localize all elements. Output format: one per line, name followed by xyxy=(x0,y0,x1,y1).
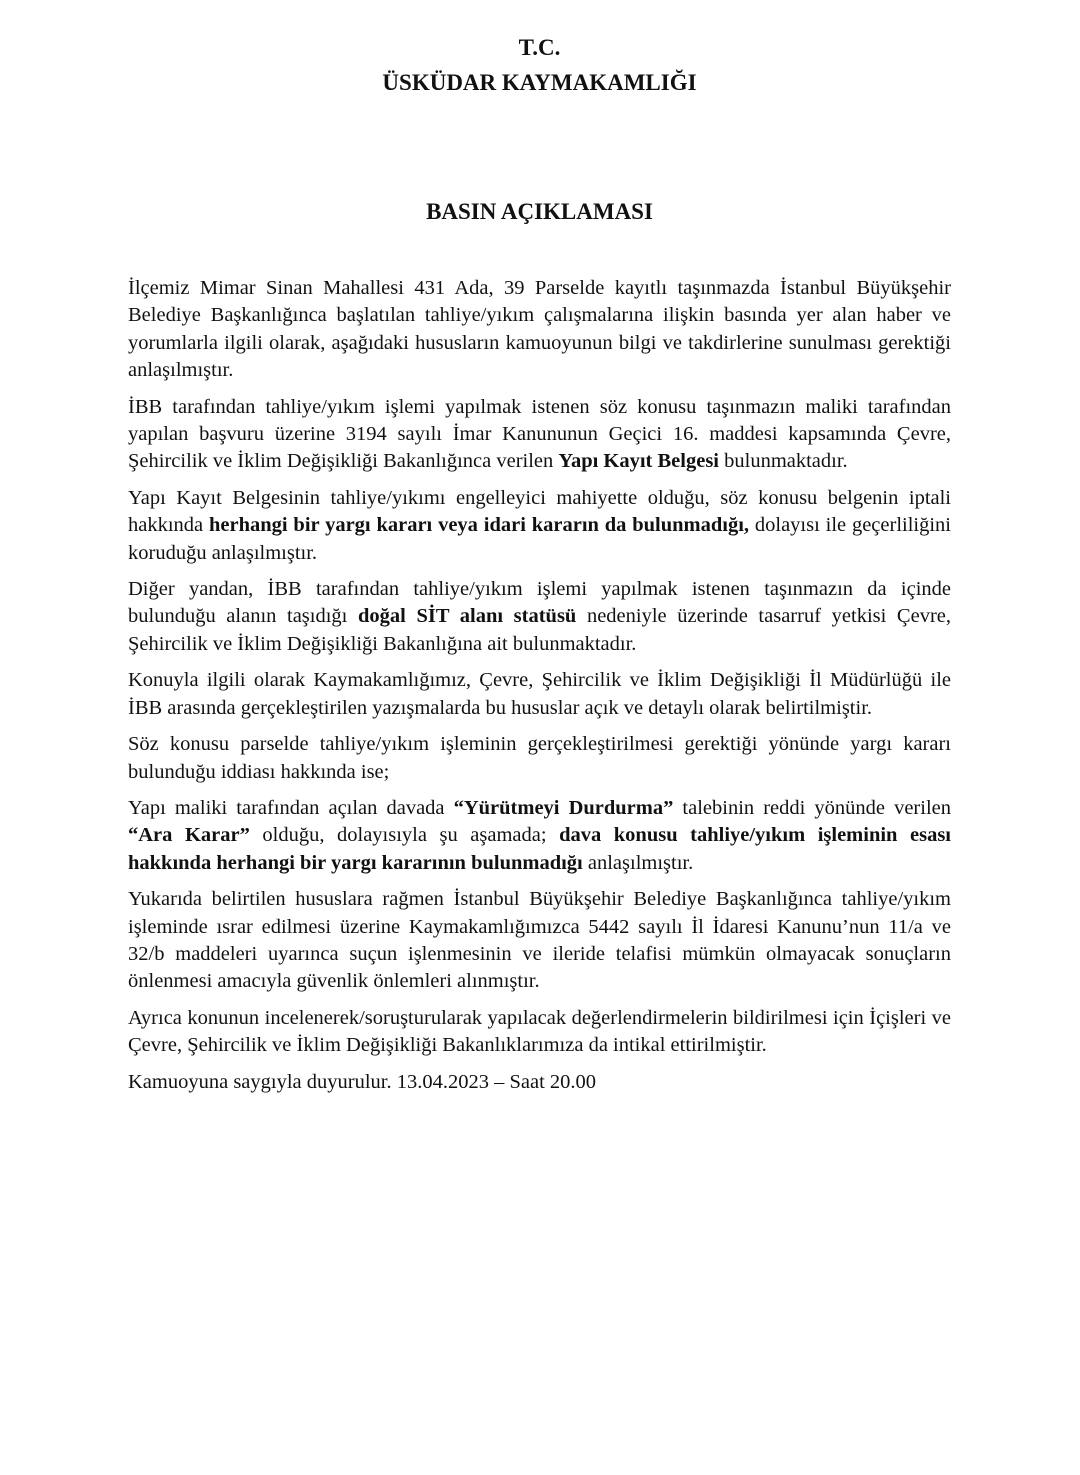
header-republic-abbrev: T.C. xyxy=(518,35,561,60)
paragraph-text: Yukarıda belirtilen hususlara rağmen İstanbul Büyükşehir Belediye Başkanlığınca tahliye/yıkım işleminde ısrar edilmesi üzerine Kaymakamlığımızca 5442 sayılı İl İdaresi Kanunu’nun 11/a ve 32/b maddeleri uyarınca suçun işlenmesinin ve ileride telafisi mümkün olmayacak sonuçların önlenmesi amacıyla güvenlik önlemleri alınmıştır. xyxy=(128,888,951,993)
paragraph-text: anlaşılmıştır. xyxy=(582,851,694,874)
paragraph-text: nedeniyle üzerinde tasarruf yetkisi Çevre, Şehircilik ve İklim Değişikliği Bakanlığına ait bulunmaktadır. xyxy=(128,605,951,655)
paragraph-text: İlçemiz Mimar Sinan Mahallesi 431 Ada, 39 Parselde kayıtlı taşınmazda İstanbul Büyükşehir Belediye Başkanlığınca başlatılan tahliye/yıkım çalışmalarına ilişkin basında yer alan haber ve yorumlarla ilgili olarak, aşağıdaki hususların kamuoyunun bilgi ve takdirlerine sunulması gerektiği anlaşılmıştır. xyxy=(128,277,951,382)
paragraph-text: olduğu, dolayısıyla şu aşamada; xyxy=(249,824,560,847)
document-page xyxy=(128,30,951,1105)
body-paragraph xyxy=(128,394,951,476)
paragraph-text: Kamuoyuna saygıyla duyurulur. 13.04.2023 – Saat 20.00 xyxy=(128,1070,597,1093)
emphasized-text: “Ara Karar” xyxy=(128,824,250,847)
document-header xyxy=(128,30,951,100)
body-paragraph xyxy=(128,485,951,567)
paragraph-text: dolayısı ile geçerliliğini koruduğu anlaşılmıştır. xyxy=(128,514,951,564)
emphasized-text: herhangi bir yargı kararı veya idari kararın da bulunmadığı, xyxy=(208,514,750,537)
paragraph-text: Diğer yandan, İBB tarafından tahliye/yıkım işlemi yapılmak istenen taşınmazın da içinde bulunduğu alanın taşıdığı xyxy=(128,578,951,628)
body-paragraph xyxy=(128,1005,951,1060)
document-title: BASIN AÇIKLAMASI xyxy=(426,199,653,224)
body-paragraph xyxy=(128,1069,951,1096)
paragraph-text: Yapı maliki tarafından açılan davada xyxy=(128,796,454,819)
body-paragraph xyxy=(128,795,951,877)
emphasized-text: Yapı Kayıt Belgesi xyxy=(558,450,719,473)
paragraph-text: Yapı Kayıt Belgesinin tahliye/yıkımı engelleyici mahiyette olduğu, söz konusu belgenin iptali hakkında xyxy=(128,486,951,537)
body-paragraph xyxy=(128,576,951,658)
paragraph-text: İBB tarafından tahliye/yıkım işlemi yapılmak istenen söz konusu taşınmazın maliki tarafından yapılan başvuru üzerine 3194 sayılı İmar Kanununun Geçici 16. maddesi kapsamında Çevre, Şehircilik ve İklim Değişikliği Bakanlığınca verilen xyxy=(128,395,951,473)
paragraph-text: talebinin reddi yönünde verilen xyxy=(673,796,951,819)
emphasized-text: “Yürütmeyi Durdurma” xyxy=(453,796,674,819)
body-paragraph xyxy=(128,275,951,385)
paragraph-text: Söz konusu parselde tahliye/yıkım işleminin gerçekleştirilmesi gerektiği yönünde yargı kararı bulunduğu iddiası hakkında ise; xyxy=(128,733,951,783)
body-paragraph xyxy=(128,886,951,996)
paragraph-text: bulunmaktadır. xyxy=(719,450,848,473)
paragraph-text: Ayrıca konunun incelenerek/soruşturularak yapılacak değerlendirmelerin bildirilmesi için İçişleri ve Çevre, Şehircilik ve İklim Değişikliği Bakanlıklarımıza da intikal ettirilmiştir. xyxy=(128,1006,951,1057)
emphasized-text: dava konusu tahliye/yıkım işleminin esası hakkında herhangi bir yargı kararının bulunmadığı xyxy=(128,824,951,874)
paragraph-text: Konuyla ilgili olarak Kaymakamlığımız, Çevre, Şehircilik ve İklim Değişikliği İl Müdürlüğü ile İBB arasında gerçekleştirilen yazışmalarda bu hususlar açık ve detaylı olarak belirtilmiştir. xyxy=(128,669,951,719)
body-paragraph xyxy=(128,667,951,722)
body-paragraph xyxy=(128,731,951,786)
header-institution-name: ÜSKÜDAR KAYMAKAMLIĞI xyxy=(382,70,697,95)
document-body xyxy=(128,275,951,1096)
emphasized-text: doğal SİT alanı statüsü xyxy=(358,605,577,628)
